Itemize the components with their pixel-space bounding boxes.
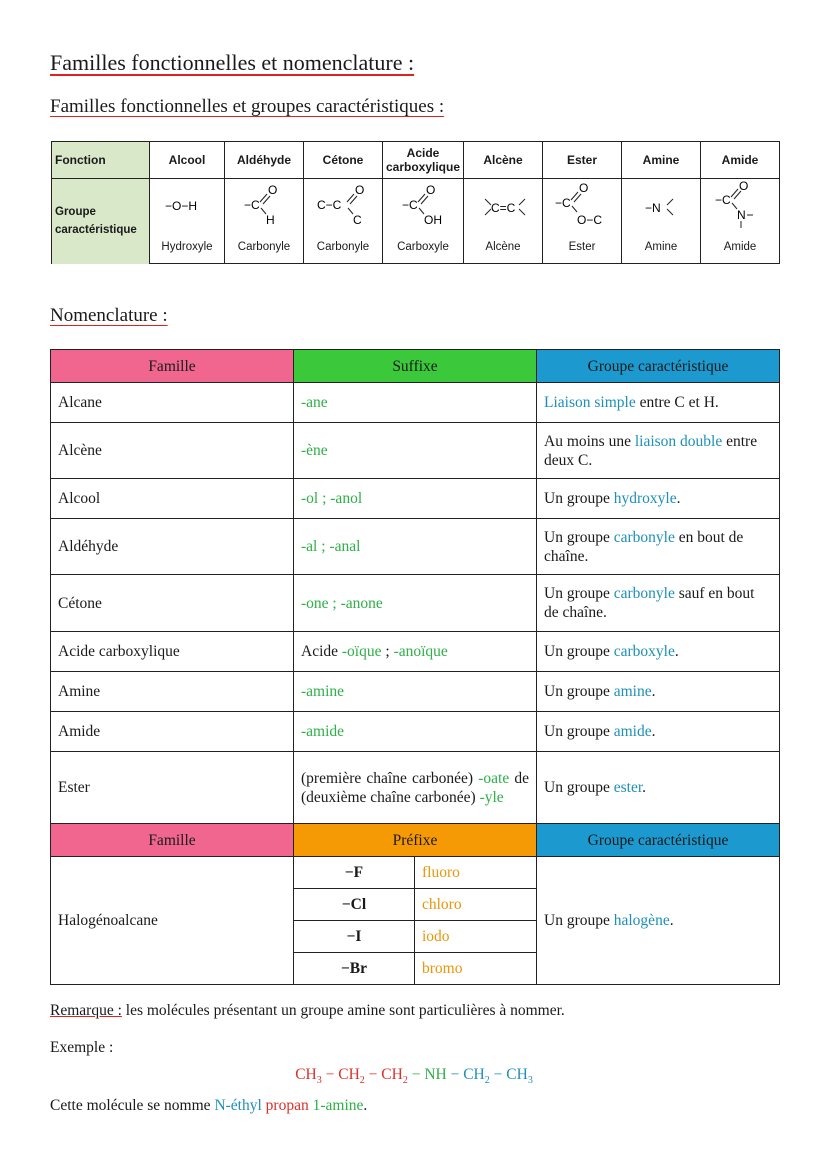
section-title-nomenclature: Nomenclature : bbox=[50, 305, 168, 326]
table-row bbox=[51, 423, 780, 479]
header-groupe: Groupe caractéristique bbox=[537, 350, 780, 383]
name-aldehyde: Carbonyle bbox=[225, 231, 304, 264]
exemple-label: Exemple : bbox=[50, 1039, 114, 1056]
structure-row bbox=[52, 179, 780, 232]
halogen-symbol: −Cl bbox=[294, 889, 415, 921]
svg-text:−N: −N bbox=[645, 201, 661, 215]
svg-text:O: O bbox=[355, 183, 365, 197]
header-alcene: Alcène bbox=[464, 142, 543, 179]
structure-ester bbox=[543, 179, 622, 232]
structure-alcene bbox=[464, 179, 543, 232]
header-amine: Amine bbox=[622, 142, 701, 179]
svg-text:−C: −C bbox=[715, 193, 731, 207]
prefixe-cell bbox=[294, 857, 537, 985]
table-row-halogenoalcane bbox=[51, 857, 780, 985]
suffixe-cell: -amide bbox=[294, 712, 537, 752]
table-header-row bbox=[52, 142, 780, 179]
page-title: Familles fonctionnelles et nomenclature : bbox=[50, 50, 415, 75]
svg-text:−C: −C bbox=[402, 198, 418, 212]
suffixe-cell: -amine bbox=[294, 672, 537, 712]
table-row bbox=[51, 383, 780, 423]
svg-text:C: C bbox=[353, 213, 362, 227]
suffixe-cell: (première chaîne carbonée) -oate de (deuxième chaîne carbonée) -yle bbox=[294, 752, 537, 824]
remarque-text: Remarque : les molécules présentant un groupe amine sont particulières à nommer. bbox=[50, 1002, 565, 1019]
prefix-row bbox=[294, 857, 536, 889]
famille-cell: Alcène bbox=[51, 423, 294, 479]
halogen-symbol: −F bbox=[294, 857, 415, 889]
groupe-cell: Un groupe carbonyle sauf en bout de chaîne. bbox=[537, 575, 780, 632]
svg-text:O−C: O−C bbox=[577, 213, 603, 227]
table-header-row bbox=[51, 350, 780, 383]
suffixe-cell: -one ; -anone bbox=[294, 575, 537, 632]
svg-text:C=C: C=C bbox=[491, 201, 516, 215]
famille-cell: Amine bbox=[51, 672, 294, 712]
table-row bbox=[51, 712, 780, 752]
suffixe-cell: -ane bbox=[294, 383, 537, 423]
famille-cell: Alcool bbox=[51, 479, 294, 519]
chemical-formula: $CH_3 - CH_2 - CH_2$ − NH − $CH_2 - CH_3$ bbox=[295, 1066, 533, 1087]
groupe-cell: Un groupe carbonyle en bout de chaîne. bbox=[537, 519, 780, 575]
groupe-cell: Un groupe amine. bbox=[537, 672, 780, 712]
halogen-prefix: bromo bbox=[415, 953, 537, 985]
groupe-cell: Un groupe carboxyle. bbox=[537, 632, 780, 672]
groupe-cell: Un groupe ester. bbox=[537, 752, 780, 824]
famille-cell: Ester bbox=[51, 752, 294, 824]
famille-cell: Halogénoalcane bbox=[51, 857, 294, 985]
name-ester: Ester bbox=[543, 231, 622, 264]
header-suffixe: Suffixe bbox=[294, 350, 537, 383]
header-amide: Amide bbox=[701, 142, 780, 179]
header-famille: Famille bbox=[51, 350, 294, 383]
header-aldehyde: Aldéhyde bbox=[225, 142, 304, 179]
name-amine: Amine bbox=[622, 231, 701, 264]
header-famille: Famille bbox=[51, 824, 294, 857]
prefix-subtable bbox=[294, 857, 536, 984]
groupe-cell: Un groupe halogène. bbox=[537, 857, 780, 985]
famille-cell: Cétone bbox=[51, 575, 294, 632]
section-title-groupes: Familles fonctionnelles et groupes caractéristiques : bbox=[50, 96, 445, 117]
groupe-cell: Liaison simple entre C et H. bbox=[537, 383, 780, 423]
svg-text:C−C: C−C bbox=[317, 198, 342, 212]
remarque-label: Remarque : bbox=[50, 1002, 122, 1019]
famille-cell: Acide carboxylique bbox=[51, 632, 294, 672]
header-cetone: Cétone bbox=[304, 142, 383, 179]
famille-cell: Alcane bbox=[51, 383, 294, 423]
suffixe-cell: -ol ; -anol bbox=[294, 479, 537, 519]
halogen-prefix: chloro bbox=[415, 889, 537, 921]
header-prefixe: Préfixe bbox=[294, 824, 537, 857]
table-header-row-prefixe bbox=[51, 824, 780, 857]
molecule-name-sentence: Cette molécule se nomme N-éthyl propan 1-amine. bbox=[50, 1097, 368, 1114]
functional-groups-table bbox=[51, 141, 780, 264]
table-row bbox=[51, 632, 780, 672]
structure-alcool bbox=[150, 179, 225, 232]
structure-amide bbox=[701, 179, 780, 232]
prefix-row bbox=[294, 889, 536, 921]
prefix-row bbox=[294, 953, 536, 985]
name-amide: Amide bbox=[701, 231, 780, 264]
structure-acide bbox=[383, 179, 464, 232]
suffixe-cell: -al ; -anal bbox=[294, 519, 537, 575]
structure-cetone bbox=[304, 179, 383, 232]
structure-aldehyde bbox=[225, 179, 304, 232]
table-row bbox=[51, 575, 780, 632]
nomenclature-table bbox=[50, 349, 780, 985]
suffixe-cell: -ène bbox=[294, 423, 537, 479]
suffixe-cell: Acide -oïque ; -anoïque bbox=[294, 632, 537, 672]
svg-text:−C: −C bbox=[244, 198, 260, 212]
fonction-label: Fonction bbox=[52, 142, 150, 179]
svg-text:−O−H: −O−H bbox=[165, 199, 198, 213]
header-alcool: Alcool bbox=[150, 142, 225, 179]
group-names-row bbox=[52, 231, 780, 264]
header-acide: Acide carboxylique bbox=[383, 142, 464, 179]
svg-text:O: O bbox=[579, 181, 589, 195]
table-row bbox=[51, 519, 780, 575]
groupe-label: Groupe caractéristique bbox=[52, 179, 150, 264]
svg-text:N: N bbox=[737, 208, 746, 222]
structure-amine bbox=[622, 179, 701, 232]
name-alcool: Hydroxyle bbox=[150, 231, 225, 264]
header-ester: Ester bbox=[543, 142, 622, 179]
groupe-cell: Un groupe amide. bbox=[537, 712, 780, 752]
svg-text:O: O bbox=[268, 183, 278, 197]
table-row bbox=[51, 672, 780, 712]
table-row bbox=[51, 479, 780, 519]
name-cetone: Carbonyle bbox=[304, 231, 383, 264]
groupe-cell: Au moins une liaison double entre deux C. bbox=[537, 423, 780, 479]
halogen-symbol: −Br bbox=[294, 953, 415, 985]
halogen-prefix: fluoro bbox=[415, 857, 537, 889]
famille-cell: Amide bbox=[51, 712, 294, 752]
halogen-symbol: −I bbox=[294, 921, 415, 953]
svg-text:OH: OH bbox=[424, 213, 442, 227]
svg-text:H: H bbox=[266, 213, 275, 227]
svg-text:−C: −C bbox=[555, 196, 571, 210]
table-row bbox=[51, 752, 780, 824]
famille-cell: Aldéhyde bbox=[51, 519, 294, 575]
svg-text:O: O bbox=[739, 179, 749, 193]
svg-text:O: O bbox=[426, 183, 436, 197]
groupe-cell: Un groupe hydroxyle. bbox=[537, 479, 780, 519]
header-groupe: Groupe caractéristique bbox=[537, 824, 780, 857]
name-acide: Carboxyle bbox=[383, 231, 464, 264]
halogen-prefix: iodo bbox=[415, 921, 537, 953]
name-alcene: Alcène bbox=[464, 231, 543, 264]
prefix-row bbox=[294, 921, 536, 953]
